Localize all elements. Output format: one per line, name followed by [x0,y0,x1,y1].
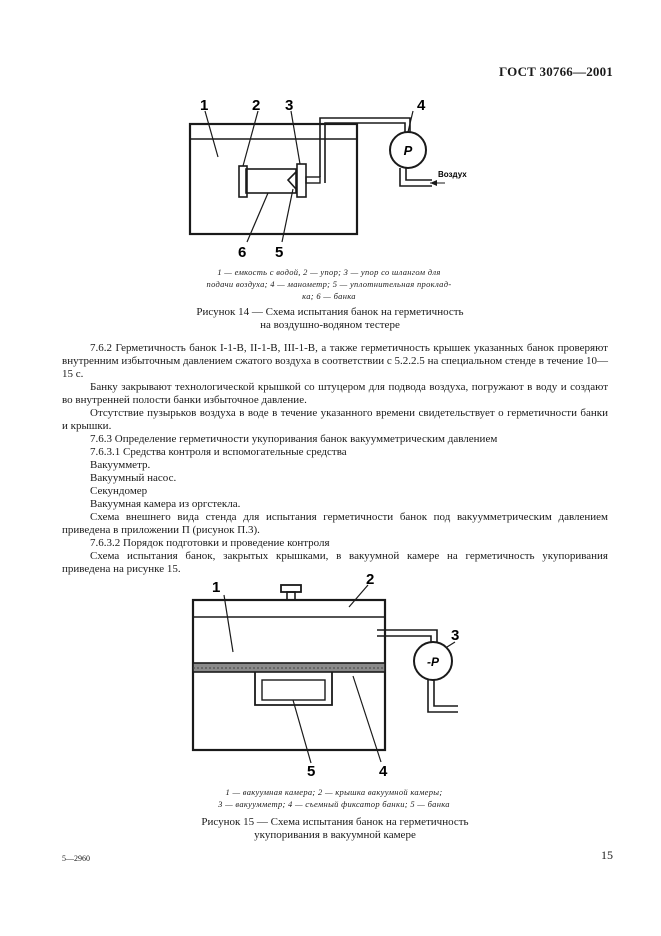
legend-line: ка; 6 — банка [302,291,356,301]
print-code: 5—2960 [62,854,90,863]
callout-4: 4 [379,763,388,780]
supply-pipe [400,168,432,186]
paragraph: 7.6.2 Герметичность банок I-1-В, II-1-В, III-1-В, а также герметичность крышек указанных банок проверяют внутренним избыточным давлением сжатого воздуха в соответствии с 5.2.2.5 на специальном стенде в течение 10—15 с. [62,342,608,380]
callout-1: 1 [212,579,221,596]
figure-14-legend [204,266,454,302]
callout-2: 2 [366,571,375,588]
list-item: Вакуумная камера из оргстекла. [90,498,241,510]
vacuum-chamber [193,600,385,750]
callout-2: 2 [252,97,261,114]
callout-1: 1 [200,97,209,114]
standard-header: ГОСТ 30766—2001 [498,64,613,79]
figure-15-title: Рисунок 15 — Схема испытания банок на герметичность укупоривания в вакуумной камере [201,816,469,841]
legend-line: 3 — вакуумметр; 4 — съемный фиксатор банки; 5 — банка [218,799,450,809]
figure-15-legend [194,786,474,810]
legend-line: 1 — емкость с водой, 2 — упор; 3 — упор со шлангом для [217,267,441,277]
callout-5: 5 [275,244,284,261]
subsection-heading: 7.6.3.2 Порядок подготовки и проведение контроля [90,537,330,549]
lid-knob [281,585,301,592]
callout-3: 3 [451,627,460,644]
gauge-label: -P [427,655,439,669]
paragraph: Схема испытания банок, закрытых крышками, в вакуумной камере на герметичность укупоривания приведена на рисунке 15. [62,550,608,575]
paragraph: Отсутствие пузырьков воздуха в воде в течение указанного времени свидетельствует о герметичности банки и крышки. [62,407,608,432]
section-heading: 7.6.3 Определение герметичности укупоривания банок вакуумметрическим давлением [90,433,498,445]
list-item: Вакуумный насос. [90,472,177,484]
callout-5: 5 [307,763,316,780]
air-label: Воздух [438,170,467,179]
list-item: Вакуумметр. [90,459,151,471]
paragraph: Схема внешнего вида стенда для испытания герметичности банок под вакуумметрическим давлением приведена в приложении П (рисунок П.3). [62,511,608,536]
paragraph: Банку закрывают технологической крышкой со штуцером для подвода воздуха, погружают в воду и создают во внутренней полости банки избыточное давление. [62,381,608,406]
legend-line: 1 — вакуумная камера; 2 — крышка вакуумной камеры; [225,787,443,797]
subsection-heading: 7.6.3.1 Средства контроля и вспомогательные средства [90,446,347,458]
callout-3: 3 [285,97,294,114]
callout-4: 4 [417,97,426,114]
figure-15-diagram [180,570,480,782]
callout-6: 6 [238,244,247,261]
page-number: 15 [601,848,613,862]
figure-14-diagram [170,92,480,264]
water-container [190,124,357,234]
air-hose [320,118,410,183]
pump-pipe [428,680,458,712]
legend-line: подачи воздуха; 4 — манометр; 5 — уплотнительная проклад- [206,279,452,289]
body-text [62,342,608,576]
figure-14-title: Рисунок 14 — Схема испытания банок на герметичность на воздушно-водяном тестере [196,306,464,331]
gasket [288,172,296,189]
stop-with-hose [297,164,306,197]
air-arrow-icon [430,180,437,186]
list-item: Секундомер [90,485,148,497]
gauge-label: P [403,143,413,158]
